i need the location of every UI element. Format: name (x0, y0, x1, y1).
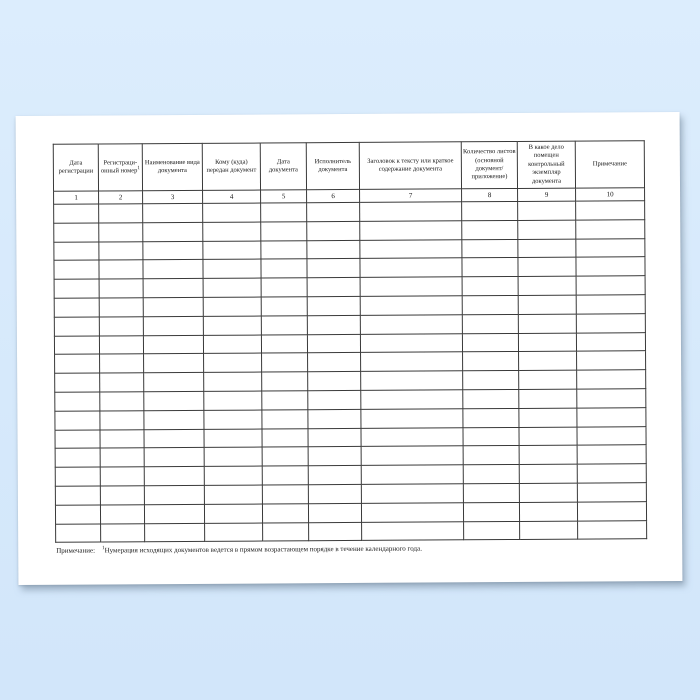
empty-cell (204, 353, 262, 372)
empty-cell (143, 203, 203, 222)
empty-cell (576, 276, 645, 295)
empty-cell (54, 260, 99, 279)
empty-cell (309, 522, 362, 541)
empty-cell (361, 371, 463, 390)
empty-cell (361, 465, 463, 484)
empty-cell (100, 411, 144, 430)
empty-cell (204, 429, 262, 448)
table-header-row (53, 141, 644, 192)
empty-cell (360, 315, 462, 334)
empty-cell (100, 373, 144, 392)
empty-cell (54, 204, 99, 223)
table-row (56, 520, 647, 542)
empty-cell (54, 336, 99, 355)
empty-cell (576, 295, 645, 314)
empty-cell (100, 354, 144, 373)
empty-cell (360, 333, 462, 352)
empty-cell (576, 219, 645, 238)
empty-cell (462, 239, 518, 258)
registration-journal-table (53, 140, 647, 543)
empty-cell (204, 391, 262, 410)
footnote-label: Примечание: (56, 546, 96, 555)
empty-cell (360, 296, 462, 315)
empty-cell (99, 241, 143, 260)
empty-cell (204, 485, 262, 504)
empty-cell (463, 408, 519, 427)
empty-cell (308, 409, 361, 428)
empty-cell (518, 239, 576, 258)
empty-cell (204, 504, 262, 523)
empty-cell (577, 501, 646, 520)
empty-cell (518, 295, 576, 314)
empty-cell (577, 407, 646, 426)
empty-cell (261, 222, 307, 241)
empty-cell (518, 314, 576, 333)
empty-cell (307, 296, 360, 315)
empty-cell (100, 467, 144, 486)
empty-cell (55, 354, 100, 373)
empty-cell (204, 466, 262, 485)
empty-cell (261, 297, 307, 316)
empty-cell (361, 446, 463, 465)
empty-cell (261, 316, 307, 335)
empty-cell (55, 430, 100, 449)
empty-cell (361, 409, 463, 428)
empty-cell (54, 317, 99, 336)
column-header-executor: Исполнитель документа (306, 142, 359, 189)
empty-cell (463, 446, 519, 465)
empty-cell (518, 276, 576, 295)
column-header-transferred-to: Кому (куда) передан документ (202, 143, 260, 190)
empty-cell (263, 522, 309, 541)
empty-cell (144, 373, 204, 392)
empty-cell (462, 314, 518, 333)
empty-cell (261, 259, 307, 278)
empty-cell (520, 521, 578, 540)
empty-cell (519, 445, 577, 464)
empty-cell (361, 427, 463, 446)
empty-cell (463, 389, 519, 408)
empty-cell (100, 392, 144, 411)
column-header-document-date: Дата документа (260, 143, 306, 190)
empty-cell (144, 429, 204, 448)
empty-cell (144, 448, 204, 467)
empty-cell (307, 315, 360, 334)
empty-cell (145, 523, 205, 542)
empty-cell (519, 370, 577, 389)
empty-cell (519, 389, 577, 408)
empty-cell (101, 523, 145, 542)
empty-cell (99, 223, 143, 242)
column-number: 7 (360, 189, 462, 203)
empty-cell (463, 465, 519, 484)
empty-cell (360, 221, 462, 240)
empty-cell (262, 466, 308, 485)
empty-cell (54, 279, 99, 298)
empty-cell (463, 371, 519, 390)
empty-cell (464, 521, 520, 540)
document-page (16, 112, 683, 585)
empty-cell (361, 390, 463, 409)
empty-cell (308, 466, 361, 485)
empty-cell (576, 238, 645, 257)
empty-cell (462, 295, 518, 314)
empty-cell (577, 464, 646, 483)
empty-cell (55, 486, 100, 505)
empty-cell (100, 429, 144, 448)
empty-cell (205, 523, 263, 542)
empty-cell (204, 410, 262, 429)
empty-cell (144, 391, 204, 410)
empty-cell (308, 484, 361, 503)
empty-cell (262, 353, 308, 372)
empty-cell (360, 239, 462, 258)
empty-cell (55, 467, 100, 486)
empty-cell (518, 220, 576, 239)
column-number: 5 (261, 190, 307, 203)
empty-cell (360, 277, 462, 296)
empty-cell (144, 467, 204, 486)
footnote (56, 543, 631, 555)
empty-cell (203, 335, 261, 354)
empty-cell (462, 201, 518, 220)
empty-cell (143, 316, 203, 335)
empty-cell (518, 201, 576, 220)
empty-cell (462, 220, 518, 239)
empty-cell (307, 202, 360, 221)
table-body (54, 201, 647, 543)
empty-cell (361, 484, 463, 503)
column-number: 1 (54, 191, 99, 204)
column-number: 3 (143, 190, 203, 203)
empty-cell (576, 313, 645, 332)
empty-cell (54, 242, 99, 261)
empty-cell (463, 502, 519, 521)
empty-cell (144, 485, 204, 504)
empty-cell (308, 372, 361, 391)
empty-cell (203, 316, 261, 335)
empty-cell (100, 486, 144, 505)
empty-cell (261, 334, 307, 353)
empty-cell (54, 223, 99, 242)
empty-cell (55, 448, 100, 467)
empty-cell (463, 352, 519, 371)
empty-cell (143, 297, 203, 316)
empty-cell (462, 333, 518, 352)
column-number: 6 (307, 189, 360, 202)
empty-cell (308, 428, 361, 447)
empty-cell (463, 427, 519, 446)
empty-cell (204, 447, 262, 466)
empty-cell (360, 258, 462, 277)
empty-cell (308, 447, 361, 466)
column-header-title-summary: Заголовок к тексту или краткое содержание документа (359, 142, 461, 190)
empty-cell (307, 334, 360, 353)
empty-cell (99, 260, 143, 279)
empty-cell (203, 278, 261, 297)
empty-cell (99, 335, 143, 354)
empty-cell (262, 447, 308, 466)
empty-cell (203, 222, 261, 241)
empty-cell (144, 354, 204, 373)
column-number: 2 (99, 191, 143, 204)
empty-cell (307, 240, 360, 259)
empty-cell (203, 259, 261, 278)
empty-cell (143, 241, 203, 260)
empty-cell (203, 241, 261, 260)
empty-cell (518, 258, 576, 277)
empty-cell (99, 279, 143, 298)
column-header-document-type: Наименование вида документа (142, 143, 202, 190)
document-page-content (16, 112, 683, 585)
empty-cell (462, 258, 518, 277)
empty-cell (203, 297, 261, 316)
empty-cell (361, 503, 463, 522)
empty-cell (578, 520, 647, 539)
empty-cell (262, 504, 308, 523)
empty-cell (576, 201, 645, 220)
footnote-ref-mark: 1 (102, 546, 105, 552)
empty-cell (360, 202, 462, 221)
empty-cell (519, 427, 577, 446)
empty-cell (54, 298, 99, 317)
empty-cell (262, 428, 308, 447)
column-number: 8 (462, 188, 518, 201)
empty-cell (204, 372, 262, 391)
column-header-registration-number: Регистраци-онный номер$^1$ (98, 144, 142, 191)
empty-cell (519, 502, 577, 521)
empty-cell (262, 391, 308, 410)
empty-cell (262, 372, 308, 391)
empty-cell (462, 277, 518, 296)
empty-cell (55, 505, 100, 524)
empty-cell (143, 279, 203, 298)
column-number: 9 (518, 188, 576, 201)
empty-cell (55, 373, 100, 392)
empty-cell (144, 410, 204, 429)
column-header-control-copy-file: В какое дело помещен контрольный экземпляр документа (517, 141, 575, 188)
empty-cell (308, 503, 361, 522)
column-number: 10 (576, 188, 645, 201)
empty-cell (577, 370, 646, 389)
empty-cell (99, 204, 143, 223)
empty-cell (361, 352, 463, 371)
empty-cell (307, 259, 360, 278)
empty-cell (261, 240, 307, 259)
empty-cell (262, 485, 308, 504)
empty-cell (577, 351, 646, 370)
empty-cell (307, 278, 360, 297)
empty-cell (519, 483, 577, 502)
empty-cell (577, 389, 646, 408)
column-header-sheet-count: Количество листов (основной документ/ приложение) (461, 141, 517, 188)
empty-cell (577, 483, 646, 502)
empty-cell (143, 222, 203, 241)
empty-cell (99, 317, 143, 336)
empty-cell (576, 257, 645, 276)
empty-cell (308, 390, 361, 409)
empty-cell (143, 260, 203, 279)
empty-cell (576, 332, 645, 351)
empty-cell (100, 505, 144, 524)
empty-cell (308, 353, 361, 372)
empty-cell (99, 298, 143, 317)
empty-cell (463, 483, 519, 502)
empty-cell (55, 411, 100, 430)
empty-cell (203, 203, 261, 222)
empty-cell (577, 445, 646, 464)
empty-cell (100, 448, 144, 467)
empty-cell (519, 464, 577, 483)
empty-cell (518, 333, 576, 352)
empty-cell (577, 426, 646, 445)
empty-cell (262, 410, 308, 429)
empty-cell (362, 521, 464, 540)
empty-cell (143, 335, 203, 354)
empty-cell (261, 278, 307, 297)
empty-cell (519, 408, 577, 427)
column-header-note: Примечание (575, 141, 644, 188)
empty-cell (56, 524, 101, 543)
empty-cell (55, 392, 100, 411)
column-number: 4 (203, 190, 261, 203)
empty-cell (261, 203, 307, 222)
column-header-registration-date: Дата регистрации (53, 144, 98, 191)
empty-cell (144, 504, 204, 523)
footnote-ref-mark: 1 (137, 166, 140, 172)
empty-cell (519, 351, 577, 370)
footnote-text: Нумерация исходящих документов ведется в прямом возрастающем порядке в течение календарного года. (104, 544, 422, 555)
empty-cell (307, 221, 360, 240)
